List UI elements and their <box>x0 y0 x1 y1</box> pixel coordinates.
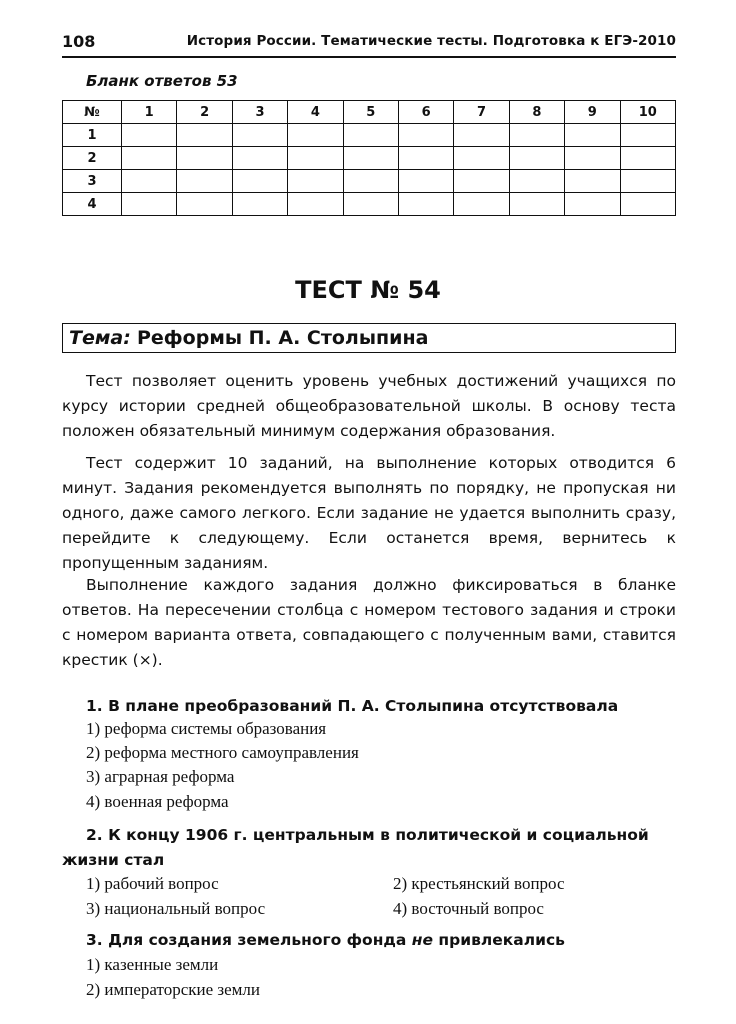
answer-option: 3) аграрная реформа <box>86 767 235 786</box>
answer-cell[interactable] <box>398 147 453 170</box>
row-label: 1 <box>63 124 122 147</box>
answer-cell[interactable] <box>620 193 675 216</box>
answer-option: 1) казенные земли <box>86 955 219 974</box>
answer-cell[interactable] <box>177 147 232 170</box>
answer-cell[interactable] <box>398 170 453 193</box>
answer-option: 2) крестьянский вопрос <box>393 874 565 893</box>
answer-option: 1) рабочий вопрос <box>86 874 219 893</box>
answer-cell[interactable] <box>565 147 620 170</box>
answer-cell[interactable] <box>454 147 509 170</box>
answer-cell[interactable] <box>509 193 564 216</box>
answer-cell[interactable] <box>232 170 287 193</box>
header-cell: 4 <box>288 101 343 124</box>
question-title-part: привлекались <box>433 931 565 949</box>
header-cell: 9 <box>565 101 620 124</box>
header-cell: № <box>63 101 122 124</box>
page-number: 108 <box>62 32 96 51</box>
header-cell: 5 <box>343 101 398 124</box>
answer-sheet-table <box>62 100 676 216</box>
header-cell: 8 <box>509 101 564 124</box>
answer-cell[interactable] <box>122 193 177 216</box>
row-label: 3 <box>63 170 122 193</box>
header-cell: 10 <box>620 101 675 124</box>
answer-sheet-header-row <box>63 101 676 124</box>
answer-cell[interactable] <box>565 170 620 193</box>
answer-cell[interactable] <box>177 124 232 147</box>
answer-cell[interactable] <box>232 193 287 216</box>
header-cell: 6 <box>398 101 453 124</box>
answer-cell[interactable] <box>620 124 675 147</box>
answer-sheet-title: Бланк ответов 53 <box>86 72 238 90</box>
answer-cell[interactable] <box>232 147 287 170</box>
page-header <box>62 30 676 58</box>
answer-cell[interactable] <box>232 124 287 147</box>
answer-cell[interactable] <box>122 170 177 193</box>
answer-cell[interactable] <box>288 147 343 170</box>
row-label: 4 <box>63 193 122 216</box>
intro-paragraph: Тест содержит 10 заданий, на выполнение которых отводится 6 минут. Задания рекомендуется выполнять по порядку, не пропуская ни одного, даже самого легкого. Если задание не удается выполнить сразу, перейдите к следующему. Если останется время, вернитесь к пропущенным заданиям. <box>62 454 676 572</box>
header-cell: 2 <box>177 101 232 124</box>
intro-paragraph: Выполнение каждого задания должно фиксироваться в бланке ответов. На пересечении столбца с номером тестового задания и строки с номером варианта ответа, совпадающего с полученным вами, ставится крестик (×). <box>62 576 676 669</box>
topic-box <box>62 323 676 353</box>
answer-cell[interactable] <box>620 170 675 193</box>
answer-option: 4) восточный вопрос <box>393 899 544 918</box>
answer-sheet-row <box>63 124 676 147</box>
answer-cell[interactable] <box>122 147 177 170</box>
answer-cell[interactable] <box>398 124 453 147</box>
answer-cell[interactable] <box>565 124 620 147</box>
answer-cell[interactable] <box>454 193 509 216</box>
answer-option: 3) национальный вопрос <box>86 899 266 918</box>
answer-cell[interactable] <box>288 193 343 216</box>
question-title: 2. К концу 1906 г. центральным в политической и социальной жизни стал <box>62 826 649 869</box>
question-title: 1. В плане преобразований П. А. Столыпина отсутствовала <box>86 697 619 715</box>
running-title: История России. Тематические тесты. Подготовка к ЕГЭ-2010 <box>186 33 676 49</box>
answer-cell[interactable] <box>343 170 398 193</box>
answer-cell[interactable] <box>509 147 564 170</box>
answer-cell[interactable] <box>509 170 564 193</box>
intro-paragraph: Тест позволяет оценить уровень учебных достижений учащихся по курсу истории средней общеобразовательной школы. В основу теста положен обязательный минимум содержания образования. <box>62 372 676 440</box>
answer-cell[interactable] <box>288 124 343 147</box>
answer-option: 4) военная реформа <box>86 792 229 811</box>
topic-text: Реформы П. А. Столыпина <box>137 327 429 349</box>
answer-cell[interactable] <box>620 147 675 170</box>
answer-sheet-row <box>63 193 676 216</box>
answer-option: 2) реформа местного самоуправления <box>86 743 359 762</box>
header-cell: 7 <box>454 101 509 124</box>
answer-cell[interactable] <box>454 124 509 147</box>
question-title-part: 3. Для создания земельного фонда <box>86 931 412 949</box>
test-title: ТЕСТ № 54 <box>295 276 441 304</box>
header-cell: 3 <box>232 101 287 124</box>
answer-cell[interactable] <box>122 124 177 147</box>
question-title-emphasis: не <box>411 931 434 949</box>
answer-cell[interactable] <box>398 193 453 216</box>
header-cell: 1 <box>122 101 177 124</box>
answer-cell[interactable] <box>509 124 564 147</box>
answer-cell[interactable] <box>343 193 398 216</box>
topic-label: Тема: <box>69 327 131 349</box>
answer-cell[interactable] <box>177 170 232 193</box>
answer-sheet-row <box>63 147 676 170</box>
question-title <box>86 931 565 949</box>
answer-cell[interactable] <box>454 170 509 193</box>
answer-cell[interactable] <box>288 170 343 193</box>
answer-cell[interactable] <box>177 193 232 216</box>
answer-cell[interactable] <box>565 193 620 216</box>
answer-cell[interactable] <box>343 147 398 170</box>
answer-option: 2) императорские земли <box>86 980 261 999</box>
answer-sheet-row <box>63 170 676 193</box>
answer-cell[interactable] <box>343 124 398 147</box>
row-label: 2 <box>63 147 122 170</box>
answer-option: 1) реформа системы образования <box>86 719 327 738</box>
